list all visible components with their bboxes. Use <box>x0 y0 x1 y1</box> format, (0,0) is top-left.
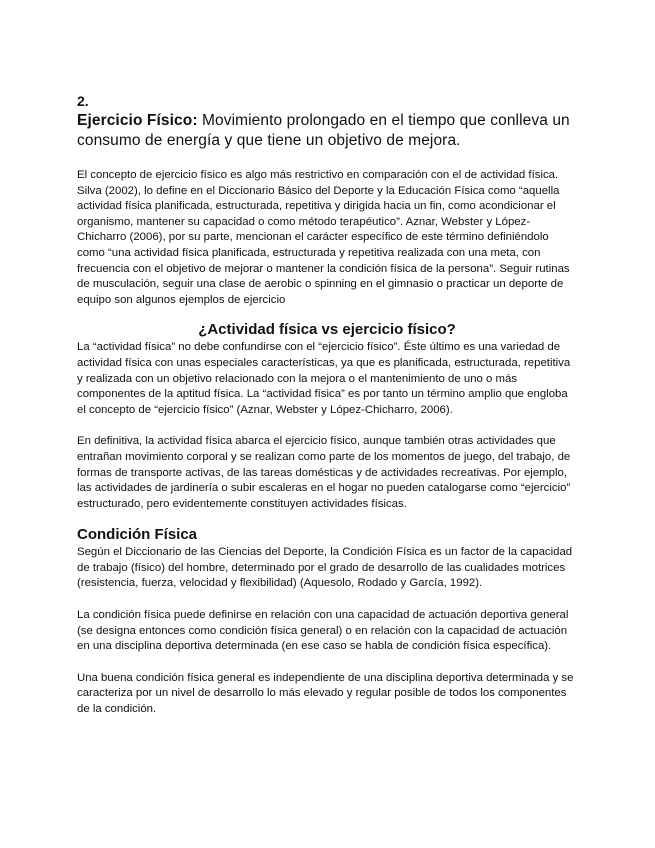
condicion-paragraph-3: Una buena condición física general es independiente de una disciplina deportiva determinada y se caracteriza por un nivel de desarrollo lo más elevado y regular posible de todos los componentes de la condición. <box>77 671 574 716</box>
intro-paragraph: El concepto de ejercicio físico es algo más restrictivo en comparación con el de actividad física. Silva (2002), lo define en el Diccionario Básico del Deporte y la Educación Física como “aquella actividad física planificada, estructurada, repetitiva y dirigida hacia un fin, como acondicionar el organismo, mantener su capacidad o como método terapéutico”. Aznar, Webster y López-Chicharro (2006), por su parte, mencionan el carácter específico de este término definiéndolo como “una actividad física planificada, estructurada y repetitiva realizada con una meta, con frecuencia con el objetivo de mejorar o mantener la condición física de la persona”. Seguir rutinas de musculación, seguir una clase de aerobic o spinning en el gimnasio o practicar un deporte de equipo son algunos ejemplos de ejercicio <box>77 169 570 306</box>
definition <box>77 111 577 151</box>
definition-term: Ejercicio Físico: <box>77 112 198 129</box>
definition-text: Movimiento prolongado en el tiempo que conlleva un consumo de energía y que tiene un objetivo de mejora. <box>77 112 570 149</box>
vs-paragraph-1: La “actividad física” no debe confundirse con el “ejercicio físico”. Éste último es una variedad de actividad física con unas especiales características, ya que es planificada, estructurada, repetitiva y realizada con un objetivo relacionado con la mejora o el mantenimiento de uno o más componentes de la aptitud física. La “actividad física” es por tanto un término amplio que engloba el concepto de “ejercicio físico” (Aznar, Webster y López-Chicharro, 2006). <box>77 341 571 416</box>
vs-paragraph-2: En definitiva, la actividad física abarca el ejercicio físico, aunque también otras actividades que entrañan movimiento corporal y se realizan como parte de los momentos de juego, del trabajo, de formas de transporte activas, de las tareas domésticas y de actividades recreativas. Por ejemplo, las actividades de jardinería o subir escaleras en el hogar no pueden catalogarse como “ejercicio” estructurado, pero evidentemente constituyen actividades físicas. <box>77 435 571 510</box>
condicion-paragraph-2: La condición física puede definirse en relación con una capacidad de actuación deportiva general (se designa entonces como condición física general) o en relación con la capacidad de actuación en una disciplina deportiva determinada (en ese caso se habla de condición física específica). <box>77 609 569 653</box>
section-number: 2. <box>77 93 89 109</box>
section-heading-condicion: Condición Física <box>77 526 198 544</box>
condicion-paragraph-1: Según el Diccionario de las Ciencias del Deporte, la Condición Física es un factor de la capacidad de trabajo (físico) del hombre, determinado por el grado de desarrollo de las cualidades motrices (resistencia, fuerza, velocidad y flexibilidad) (Aquesolo, Rodado y García, 1992). <box>77 546 573 590</box>
section-heading-vs: ¿Actividad física vs ejercicio físico? <box>198 321 456 339</box>
document-page <box>77 93 577 718</box>
